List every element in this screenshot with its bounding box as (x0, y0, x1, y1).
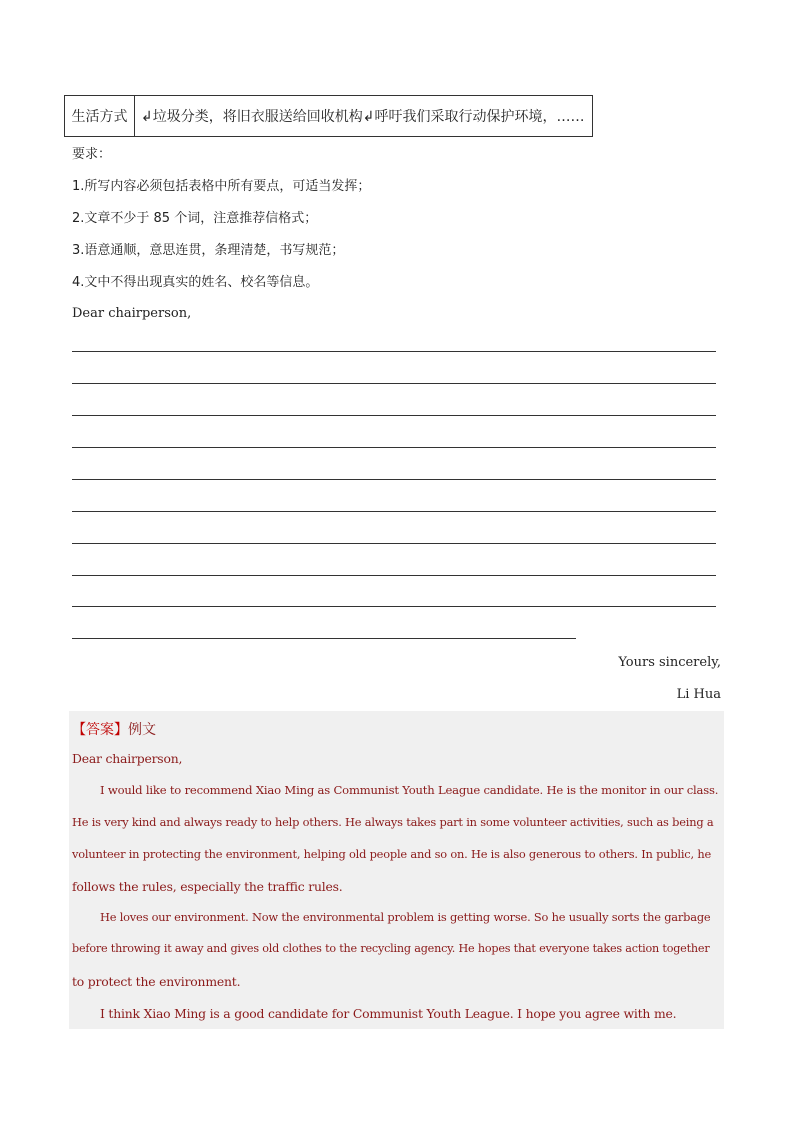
requirement-item: 4.文中不得出现真实的姓名、校名等信息。 (72, 275, 319, 290)
answer-line: before throwing it away and gives old clothes to the recycling agency. He hopes that everyone takes action together (72, 942, 710, 955)
writing-line (72, 447, 716, 448)
writing-line (72, 351, 716, 352)
writing-line (72, 479, 716, 480)
letter-signature: Li Hua (676, 687, 721, 702)
answer-line: I would like to recommend Xiao Ming as Communist Youth League candidate. He is the monitor in our class. (100, 783, 719, 797)
letter-greeting: Dear chairperson, (72, 306, 192, 321)
answer-line: follows the rules, especially the traffic rules. (72, 879, 343, 894)
writing-line (72, 383, 716, 384)
answer-label: 例文 (128, 722, 156, 738)
writing-line (72, 415, 716, 416)
requirement-item: 3.语意通顺，意思连贯，条理清楚，书写规范； (72, 243, 345, 258)
letter-closing: Yours sincerely, (618, 655, 721, 670)
requirement-item: 2.文章不少于 85 个词，注意推荐信格式； (72, 211, 318, 226)
answer-line: I think Xiao Ming is a good candidate for Communist Youth League. I hope you agree with me. (100, 1006, 677, 1021)
answer-greeting: Dear chairperson, (72, 751, 183, 766)
writing-line (72, 606, 716, 607)
table-header-cell: 生活方式 (65, 96, 135, 136)
writing-line (72, 575, 716, 576)
answer-tag: 【答案】 (72, 722, 128, 738)
lifestyle-table (64, 95, 593, 137)
requirement-item: 1.所写内容必须包括表格中所有要点，可适当发挥； (72, 179, 371, 194)
writing-line (72, 638, 576, 639)
requirements-title: 要求： (72, 147, 112, 162)
answer-line: He loves our environment. Now the environmental problem is getting worse. So he usually sorts the garbage (100, 910, 711, 924)
answer-heading (72, 719, 156, 739)
writing-line (72, 511, 716, 512)
answer-line: to protect the environment. (72, 974, 241, 989)
table-content-cell: ↲垃圾分类，将旧衣服送给回收机构↲呼吁我们采取行动保护环境，…… (141, 109, 585, 125)
writing-line (72, 543, 716, 544)
answer-line: volunteer in protecting the environment, helping old people and so on. He is also generous to others. In public, he (72, 847, 711, 861)
answer-line: He is very kind and always ready to help others. He always takes part in some volunteer activities, such as being a (72, 815, 714, 829)
